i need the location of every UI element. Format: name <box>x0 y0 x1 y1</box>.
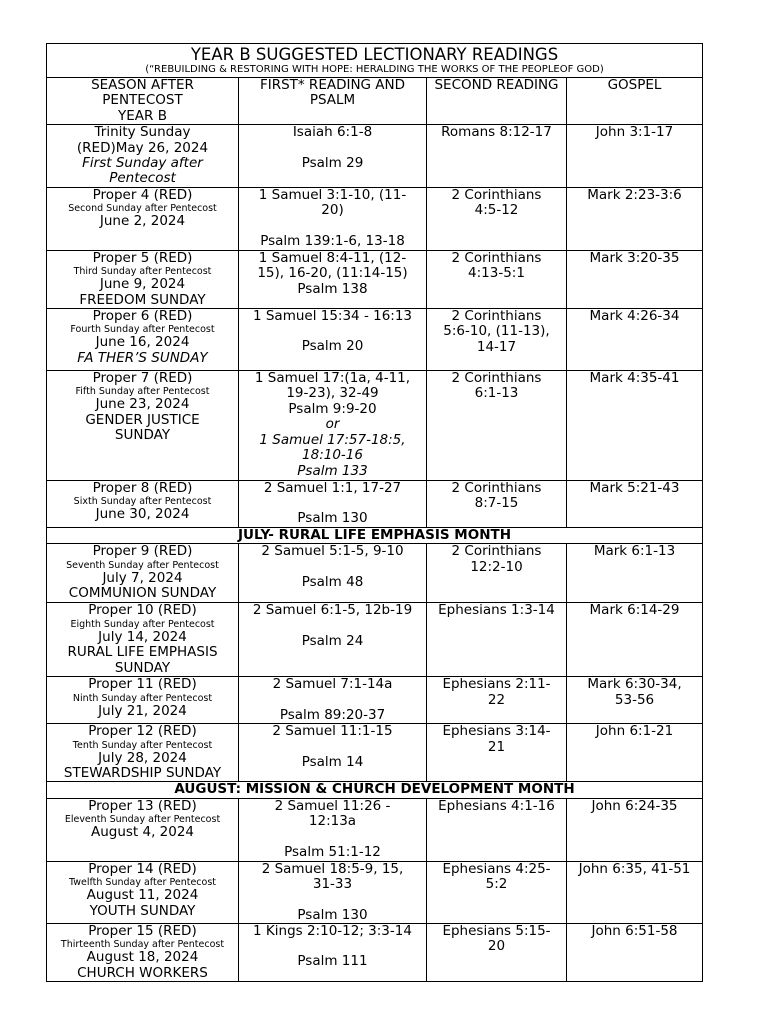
second-reading-cell: 2 Corinthians 5:6-10, (11-13), 14-17 <box>427 309 567 371</box>
table-row <box>47 677 703 724</box>
second-reading-cell: 2 Corinthians 4:5-12 <box>427 187 567 250</box>
lectionary-table <box>46 43 703 982</box>
gospel-cell: John 6:24-35 <box>567 798 703 861</box>
first-reading-cell: 2 Samuel 7:1-14a Psalm 89:20-37 <box>239 677 427 724</box>
season-cell: Proper 15 (RED) Thirteenth Sunday after Pentecost August 18, 2024 CHURCH WORKERS <box>47 923 239 981</box>
second-reading-cell: 2 Corinthians 12:2-10 <box>427 544 567 603</box>
gospel-cell: Mark 4:35-41 <box>567 371 703 481</box>
season-cell: Proper 5 (RED) Third Sunday after Pentecost June 9, 2024 FREEDOM SUNDAY <box>47 250 239 308</box>
table-row <box>47 923 703 981</box>
table-row <box>47 371 703 481</box>
season-cell: Proper 10 (RED) Eighth Sunday after Pentecost July 14, 2024 RURAL LIFE EMPHASIS SUNDAY <box>47 603 239 677</box>
season-cell: Proper 8 (RED) Sixth Sunday after Pentecost June 30, 2024 <box>47 481 239 528</box>
table-row <box>47 798 703 861</box>
second-reading-cell: Romans 8:12-17 <box>427 125 567 188</box>
second-reading-cell: Ephesians 3:14- 21 <box>427 724 567 782</box>
first-reading-cell: 2 Samuel 5:1-5, 9-10 Psalm 48 <box>239 544 427 603</box>
season-cell: Proper 14 (RED) Twelfth Sunday after Pentecost August 11, 2024 YOUTH SUNDAY <box>47 861 239 923</box>
table-row <box>47 187 703 250</box>
second-reading-cell: Ephesians 4:1-16 <box>427 798 567 861</box>
gospel-cell: Mark 4:26-34 <box>567 309 703 371</box>
season-cell: Proper 12 (RED) Tenth Sunday after Pentecost July 28, 2024 STEWARDSHIP SUNDAY <box>47 724 239 782</box>
second-reading-cell: 2 Corinthians 4:13-5:1 <box>427 250 567 308</box>
season-cell: Proper 4 (RED) Second Sunday after Pentecost June 2, 2024 <box>47 187 239 250</box>
second-reading-cell: 2 Corinthians 8:7-15 <box>427 481 567 528</box>
month-banner <box>47 528 703 544</box>
july-banner: JULY- RURAL LIFE EMPHASIS MONTH <box>47 528 703 544</box>
first-reading-cell: 1 Samuel 17:(1a, 4-11, 19-23), 32-49 Psalm 9:9-20 or 1 Samuel 17:57-18:5, 18:10-16 Psalm 133 <box>239 371 427 481</box>
first-reading-cell: Isaiah 6:1-8 Psalm 29 <box>239 125 427 188</box>
first-reading-cell: 2 Samuel 11:1-15 Psalm 14 <box>239 724 427 782</box>
page-subtitle: (“REBUILDING & RESTORING WITH HOPE: HERALDING THE WORKS OF THE PEOPLEOF GOD) <box>145 64 604 75</box>
table-row <box>47 603 703 677</box>
second-reading-cell: Ephesians 2:11- 22 <box>427 677 567 724</box>
gospel-cell: Mark 3:20-35 <box>567 250 703 308</box>
gospel-cell: John 6:1-21 <box>567 724 703 782</box>
month-banner <box>47 782 703 798</box>
first-reading-cell: 2 Samuel 11:26 - 12:13a Psalm 51:1-12 <box>239 798 427 861</box>
table-row <box>47 250 703 308</box>
page-title: YEAR B SUGGESTED LECTIONARY READINGS <box>190 45 559 64</box>
header-row <box>47 78 703 125</box>
gospel-cell: Mark 6:14-29 <box>567 603 703 677</box>
gospel-cell: John 3:1-17 <box>567 125 703 188</box>
gospel-cell: John 6:35, 41-51 <box>567 861 703 923</box>
first-reading-cell: 1 Samuel 3:1-10, (11- 20) Psalm 139:1-6, 13-18 <box>239 187 427 250</box>
second-reading-cell: 2 Corinthians 6:1-13 <box>427 371 567 481</box>
first-reading-cell: 2 Samuel 1:1, 17-27 Psalm 130 <box>239 481 427 528</box>
first-reading-cell: 1 Samuel 8:4-11, (12- 15), 16-20, (11:14-15) Psalm 138 <box>239 250 427 308</box>
first-reading-cell: 2 Samuel 6:1-5, 12b-19 Psalm 24 <box>239 603 427 677</box>
header-first-reading: FIRST* READING AND PSALM <box>239 78 427 125</box>
header-second-reading: SECOND READING <box>427 78 567 125</box>
table-row <box>47 125 703 188</box>
header-gospel: GOSPEL <box>567 78 703 125</box>
table-row <box>47 309 703 371</box>
header-season: SEASON AFTER PENTECOST YEAR B <box>47 78 239 125</box>
first-reading-cell: 1 Kings 2:10-12; 3:3-14 Psalm 111 <box>239 923 427 981</box>
gospel-cell: Mark 6:30-34, 53-56 <box>567 677 703 724</box>
table-row <box>47 724 703 782</box>
first-reading-cell: 2 Samuel 18:5-9, 15, 31-33 Psalm 130 <box>239 861 427 923</box>
season-cell: Proper 11 (RED) Ninth Sunday after Pentecost July 21, 2024 <box>47 677 239 724</box>
season-cell: Proper 7 (RED) Fifth Sunday after Pentecost June 23, 2024 GENDER JUSTICE SUNDAY <box>47 371 239 481</box>
table-row <box>47 861 703 923</box>
season-cell: Trinity Sunday (RED)May 26, 2024 First Sunday after Pentecost <box>47 125 239 188</box>
first-reading-cell: 1 Samuel 15:34 - 16:13 Psalm 20 <box>239 309 427 371</box>
august-banner: AUGUST: MISSION & CHURCH DEVELOPMENT MONTH <box>47 782 703 798</box>
second-reading-cell: Ephesians 1:3-14 <box>427 603 567 677</box>
gospel-cell: Mark 6:1-13 <box>567 544 703 603</box>
season-cell: Proper 9 (RED) Seventh Sunday after Pentecost July 7, 2024 COMMUNION SUNDAY <box>47 544 239 603</box>
gospel-cell: John 6:51-58 <box>567 923 703 981</box>
season-cell: Proper 13 (RED) Eleventh Sunday after Pentecost August 4, 2024 <box>47 798 239 861</box>
second-reading-cell: Ephesians 4:25- 5:2 <box>427 861 567 923</box>
table-row <box>47 481 703 528</box>
table-row <box>47 544 703 603</box>
second-reading-cell: Ephesians 5:15- 20 <box>427 923 567 981</box>
gospel-cell: Mark 2:23-3:6 <box>567 187 703 250</box>
gospel-cell: Mark 5:21-43 <box>567 481 703 528</box>
season-cell: Proper 6 (RED) Fourth Sunday after Pentecost June 16, 2024 FA THER’S SUNDAY <box>47 309 239 371</box>
title-row <box>47 44 703 78</box>
